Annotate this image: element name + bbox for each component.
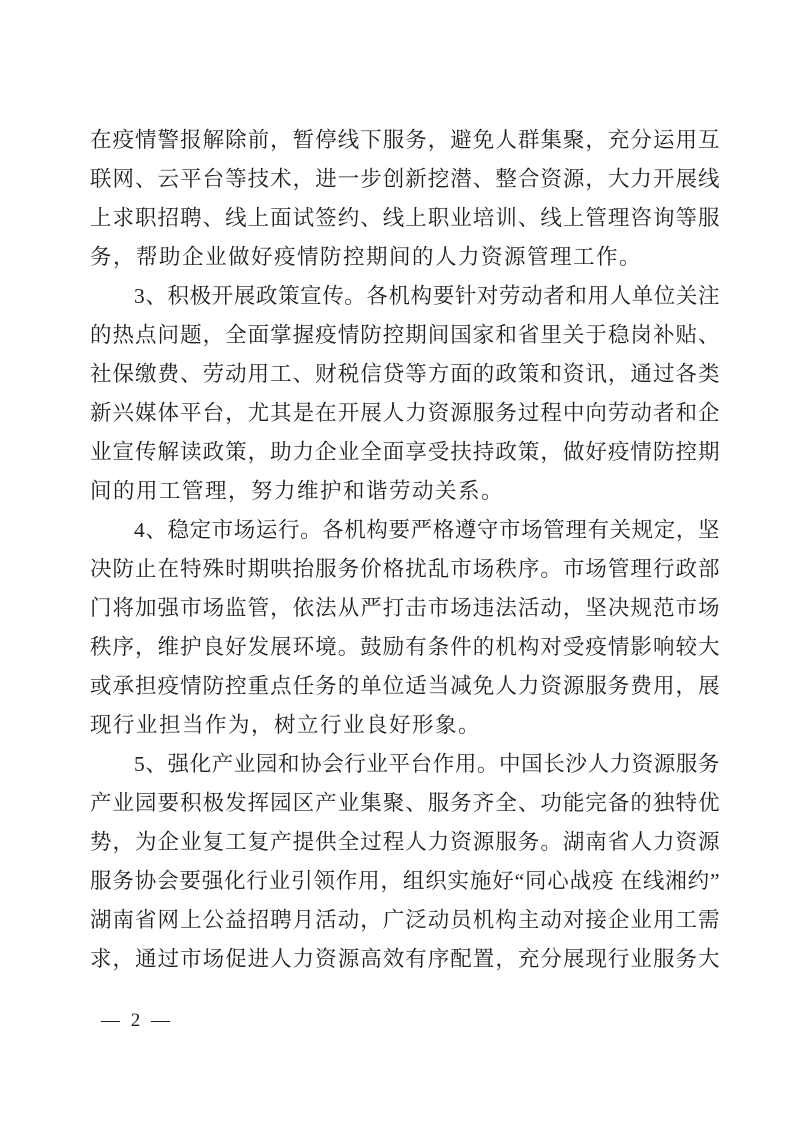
paragraph-item-4 [90, 511, 720, 745]
document-body [90, 121, 720, 979]
text-line: 秩序，维护良好发展环境。鼓励有条件的机构对受疫情影响较大 [90, 635, 720, 659]
text-line: 求，通过市场促进人力资源高效有序配置，充分展现行业服务大 [90, 947, 720, 971]
text-line: 5、强化产业园和协会行业平台作用。中国长沙人力资源服务 [134, 752, 720, 776]
paragraph-continuation [90, 121, 720, 277]
text-line: 服务协会要强化行业引领作用，组织实施好“同心战疫 在线湘约” [90, 869, 720, 893]
text-line: 社保缴费、劳动用工、财税信贷等方面的政策和资讯，通过各类 [90, 362, 720, 386]
text-line: 或承担疫情防控重点任务的单位适当减免人力资源服务费用，展 [90, 674, 720, 698]
text-line: 的热点问题，全面掌握疫情防控期间国家和省里关于稳岗补贴、 [90, 323, 720, 347]
text-line: 新兴媒体平台，尤其是在开展人力资源服务过程中向劳动者和企 [90, 401, 720, 425]
paragraph-item-5 [90, 745, 720, 979]
text-line: 上求职招聘、线上面试签约、线上职业培训、线上管理咨询等服 [90, 206, 720, 230]
text-line: 间的用工管理，努力维护和谐劳动关系。 [90, 479, 505, 503]
paragraph-item-3 [90, 277, 720, 511]
text-line: 现行业担当作为，树立行业良好形象。 [90, 713, 482, 737]
text-line: 业宣传解读政策，助力企业全面享受扶持政策，做好疫情防控期 [90, 440, 720, 464]
text-line: 产业园要积极发挥园区产业集聚、服务齐全、功能完备的独特优 [90, 791, 720, 815]
text-line: 4、稳定市场运行。各机构要严格遵守市场管理有关规定，坚 [134, 518, 720, 542]
text-line: 3、积极开展政策宣传。各机构要针对劳动者和用人单位关注 [134, 284, 720, 308]
text-line: 门将加强市场监管，依法从严打击市场违法活动，坚决规范市场 [90, 596, 720, 620]
text-line: 决防止在特殊时期哄抬服务价格扰乱市场秩序。市场管理行政部 [90, 557, 720, 581]
text-line: 在疫情警报解除前，暂停线下服务，避免人群集聚，充分运用互 [90, 128, 720, 152]
text-line: 联网、云平台等技术，进一步创新挖潜、整合资源，大力开展线 [90, 167, 720, 191]
page-number: — 2 — [101, 1010, 173, 1031]
text-line: 湖南省网上公益招聘月活动，广泛动员机构主动对接企业用工需 [90, 908, 720, 932]
text-line: 务，帮助企业做好疫情防控期间的人力资源管理工作。 [90, 245, 643, 269]
text-line: 势，为企业复工复产提供全过程人力资源服务。湖南省人力资源 [90, 830, 720, 854]
